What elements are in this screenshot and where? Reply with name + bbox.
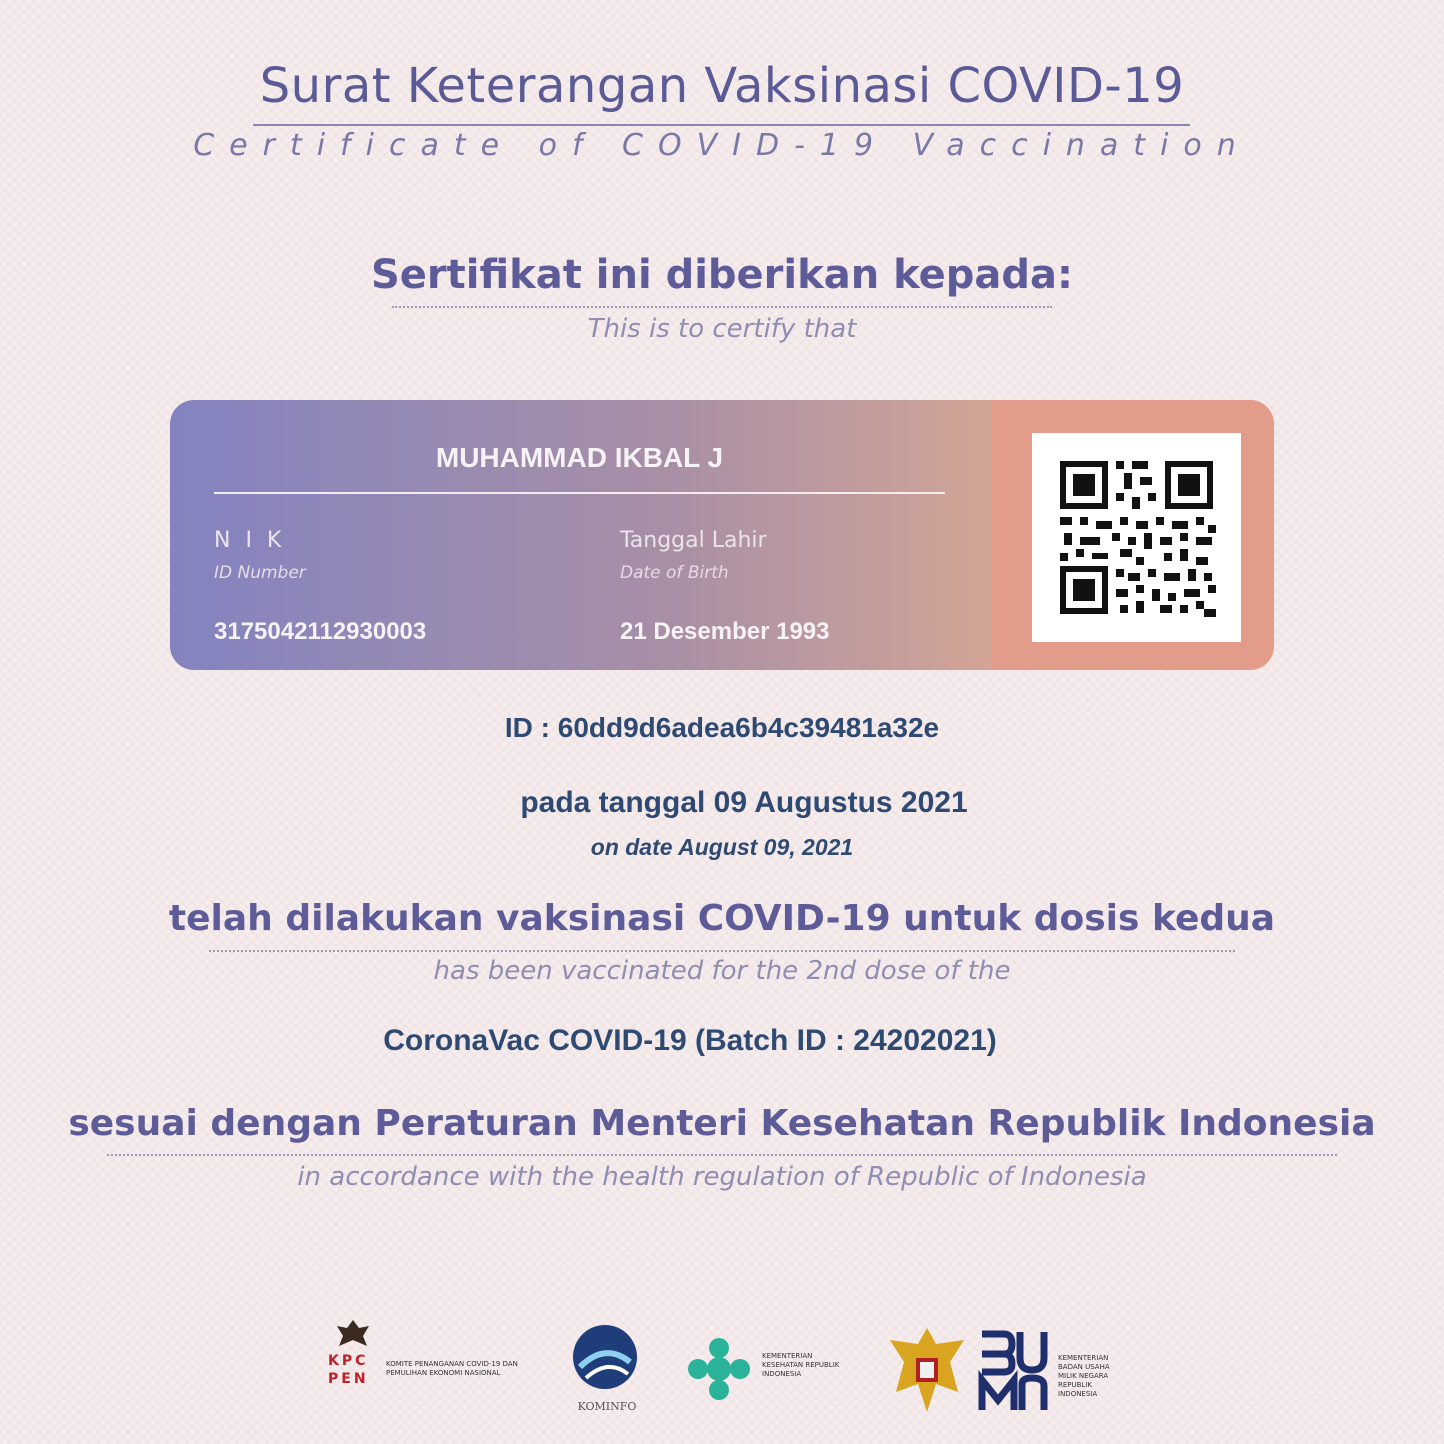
- certify-divider: [392, 306, 1052, 308]
- kominfo-text: KOMINFO: [577, 1400, 637, 1413]
- certificate-id: ID : 60dd9d6adea6b4c39481a32e: [504, 712, 940, 743]
- nik-label: N I K: [214, 528, 286, 553]
- kpcpen-mark-bottom: PEN: [328, 1371, 369, 1387]
- garuda-pancasila-logo: [884, 1322, 970, 1418]
- garuda-icon: [333, 1316, 373, 1352]
- bumn-text: KEMENTERIAN BADAN USAHA MILIK NEGARA REPUBLIK INDONESIA: [1058, 1354, 1110, 1398]
- footer-logos: [0, 1310, 1444, 1420]
- kominfo-logo: [562, 1322, 652, 1422]
- vaccinated-heading-en: has been vaccinated for the 2nd dose of the: [433, 956, 1011, 986]
- garuda-pancasila-icon: [884, 1322, 970, 1418]
- kpcpen-logo: [328, 1316, 528, 1416]
- title-divider: [253, 124, 1190, 126]
- regulation-heading: sesuai dengan Peraturan Menteri Kesehatan Republik Indonesia: [68, 1103, 1376, 1144]
- kemenkes-icon: [686, 1336, 752, 1402]
- vaccine-batch: CoronaVac COVID-19 (Batch ID : 24202021): [383, 1024, 997, 1057]
- nik-value: 3175042112930003: [214, 618, 427, 645]
- bumn-logo: [978, 1328, 1128, 1418]
- regulation-heading-en: in accordance with the health regulation of Republic of Indonesia: [297, 1162, 1147, 1192]
- certify-heading-en: This is to certify that: [587, 314, 857, 344]
- name-divider: [214, 492, 945, 494]
- identity-card: [170, 400, 1274, 670]
- vaccinated-heading: telah dilakukan vaksinasi COVID-19 untuk dosis kedua: [168, 898, 1276, 939]
- qr-code-icon: [1032, 433, 1241, 642]
- holder-name: MUHAMMAD IKBAL J: [435, 442, 724, 473]
- vaccination-date-en: on date August 09, 2021: [590, 834, 854, 860]
- qr-code[interactable]: [1032, 433, 1241, 642]
- regulation-divider: [107, 1154, 1337, 1156]
- bumn-icon: [978, 1328, 1048, 1414]
- certify-heading: Sertifikat ini diberikan kepada:: [370, 252, 1074, 298]
- dob-value: 21 Desember 1993: [620, 618, 830, 645]
- kemenkes-text: KEMENTERIAN KESEHATAN REPUBLIK INDONESIA: [762, 1352, 840, 1378]
- vaccinated-divider: [209, 950, 1235, 952]
- kemenkes-logo: [686, 1336, 856, 1416]
- document-title: Surat Keterangan Vaksinasi COVID-19: [259, 58, 1185, 114]
- kpcpen-mark-top: KPC: [328, 1353, 369, 1369]
- kominfo-icon: [570, 1322, 640, 1392]
- vaccination-date: pada tanggal 09 Augustus 2021: [520, 786, 968, 819]
- dob-label-en: Date of Birth: [620, 563, 729, 583]
- nik-label-en: ID Number: [214, 563, 306, 583]
- dob-label: Tanggal Lahir: [620, 528, 767, 553]
- kpcpen-text: KOMITE PENANGANAN COVID-19 DAN PEMULIHAN EKONOMI NASIONAL: [386, 1360, 518, 1377]
- document-subtitle: Certificate of COVID-19 Vaccination: [193, 128, 1251, 163]
